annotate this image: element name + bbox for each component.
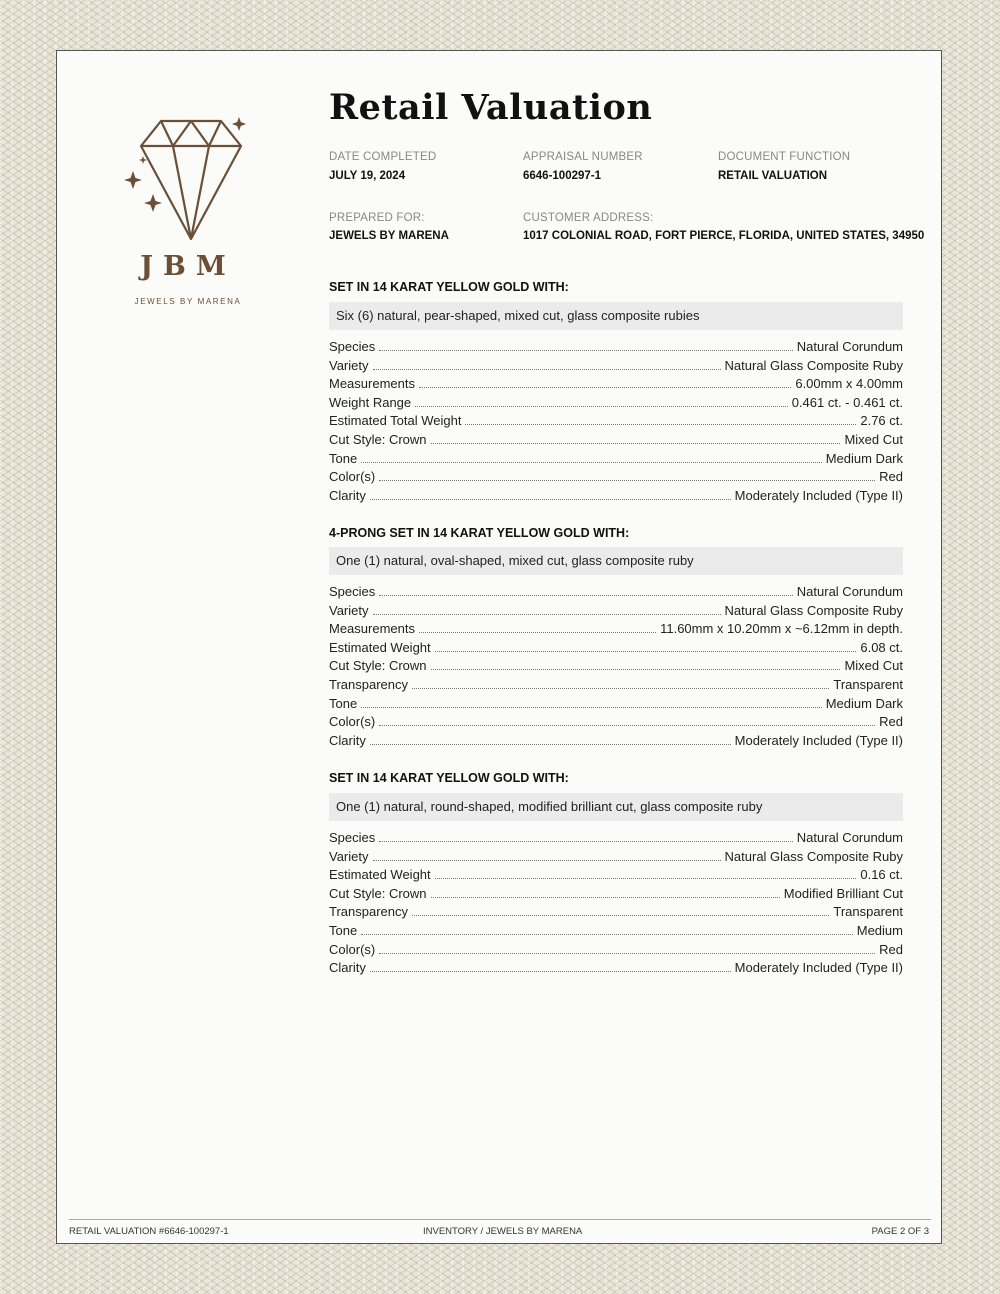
spec-label: Color(s) <box>329 469 376 485</box>
spec-value: Natural Glass Composite Ruby <box>724 602 903 618</box>
spec-row <box>329 696 903 715</box>
spec-row <box>329 960 903 979</box>
spec-label: Variety <box>329 848 369 864</box>
spec-label: Cut Style: Crown <box>329 885 427 901</box>
spec-label: Cut Style: Crown <box>329 431 427 447</box>
spec-value: 6.00mm x 4.00mm <box>795 376 903 392</box>
spec-row <box>329 413 903 432</box>
spec-row <box>329 469 903 488</box>
spec-list <box>329 830 903 979</box>
footer-divider <box>69 1219 931 1220</box>
item-description: One (1) natural, round-shaped, modified brilliant cut, glass composite ruby <box>329 793 903 821</box>
dot-leader <box>373 369 721 370</box>
spec-label: Species <box>329 339 376 354</box>
customer-address-label: CUSTOMER ADDRESS: <box>523 212 654 224</box>
appraisal-number-value: 6646-100297-1 <box>523 170 602 182</box>
spec-row <box>329 358 903 377</box>
dot-leader <box>373 614 721 615</box>
spec-label: Clarity <box>329 960 366 976</box>
dot-leader <box>379 595 793 596</box>
prepared-for-value: JEWELS BY MARENA <box>329 230 449 242</box>
spec-label: Transparency <box>329 904 408 920</box>
spec-value: Medium Dark <box>825 450 903 466</box>
spec-row <box>329 849 903 868</box>
spec-row <box>329 488 903 507</box>
date-label: DATE COMPLETED <box>329 151 437 163</box>
spec-label: Variety <box>329 602 369 618</box>
spec-row <box>329 886 903 905</box>
item-description: Six (6) natural, pear-shaped, mixed cut, glass composite rubies <box>329 302 903 330</box>
spec-list <box>329 584 903 751</box>
spec-row <box>329 603 903 622</box>
spec-row <box>329 376 903 395</box>
spec-value: Medium <box>856 922 903 938</box>
spec-label: Measurements <box>329 621 415 637</box>
spec-label: Estimated Weight <box>329 867 431 883</box>
spec-label: Measurements <box>329 376 415 392</box>
dot-leader <box>412 688 829 689</box>
dot-leader <box>361 462 822 463</box>
spec-row <box>329 621 903 640</box>
spec-value: Moderately Included (Type II) <box>734 732 903 748</box>
spec-value: 0.461 ct. - 0.461 ct. <box>791 394 903 410</box>
spec-row <box>329 339 903 358</box>
spec-row <box>329 640 903 659</box>
dot-leader <box>379 725 875 726</box>
footer-left: RETAIL VALUATION #6646-100297-1 <box>69 1226 229 1237</box>
customer-address-value: 1017 COLONIAL ROAD, FORT PIERCE, FLORIDA, UNITED STATES, 34950 <box>523 230 925 242</box>
spec-row <box>329 714 903 733</box>
section-heading: 4-PRONG SET IN 14 KARAT YELLOW GOLD WITH: <box>329 526 630 540</box>
item-description: One (1) natural, oval-shaped, mixed cut, glass composite ruby <box>329 547 903 575</box>
page-title: Retail Valuation <box>329 87 653 128</box>
spec-value: Natural Glass Composite Ruby <box>724 357 903 373</box>
dot-leader <box>415 406 788 407</box>
spec-row <box>329 677 903 696</box>
dot-leader <box>419 387 791 388</box>
dot-leader <box>431 897 780 898</box>
date-value: JULY 19, 2024 <box>329 170 406 182</box>
dot-leader <box>361 707 822 708</box>
spec-value: Red <box>879 941 903 957</box>
brand-logo <box>123 111 253 306</box>
dot-leader <box>419 632 656 633</box>
spec-value: 0.16 ct. <box>860 867 903 883</box>
spec-label: Clarity <box>329 487 366 503</box>
spec-label: Color(s) <box>329 714 376 730</box>
spec-row <box>329 733 903 752</box>
spec-label: Weight Range <box>329 394 412 410</box>
spec-value: Natural Glass Composite Ruby <box>724 848 903 864</box>
dot-leader <box>435 651 857 652</box>
dot-leader <box>379 953 875 954</box>
spec-value: Natural Corundum <box>796 339 903 354</box>
spec-label: Species <box>329 830 376 845</box>
dot-leader <box>370 499 731 500</box>
spec-row <box>329 904 903 923</box>
spec-label: Transparency <box>329 676 408 692</box>
spec-label: Clarity <box>329 732 366 748</box>
prepared-for-label: PREPARED FOR: <box>329 212 425 224</box>
spec-label: Species <box>329 584 376 599</box>
dot-leader <box>379 841 793 842</box>
spec-row <box>329 451 903 470</box>
dot-leader <box>431 669 841 670</box>
spec-label: Estimated Weight <box>329 639 431 655</box>
spec-row <box>329 584 903 603</box>
logo-subtitle: JEWELS BY MARENA <box>134 297 242 306</box>
spec-value: Red <box>879 469 903 485</box>
certificate-page <box>56 50 942 1244</box>
spec-value: Moderately Included (Type II) <box>734 960 903 976</box>
dot-leader <box>373 860 721 861</box>
document-function-label: DOCUMENT FUNCTION <box>718 151 851 163</box>
spec-value: Red <box>879 714 903 730</box>
footer-center: INVENTORY / JEWELS BY MARENA <box>423 1226 583 1237</box>
spec-value: Natural Corundum <box>796 830 903 845</box>
spec-value: 6.08 ct. <box>860 639 903 655</box>
spec-value: Mixed Cut <box>844 658 903 674</box>
spec-label: Cut Style: Crown <box>329 658 427 674</box>
spec-value: Transparent <box>833 676 903 692</box>
diamond-icon <box>123 111 253 251</box>
spec-label: Color(s) <box>329 941 376 957</box>
dot-leader <box>412 915 829 916</box>
dot-leader <box>431 443 841 444</box>
spec-value: 2.76 ct. <box>860 413 903 429</box>
section-heading: SET IN 14 KARAT YELLOW GOLD WITH: <box>329 280 569 294</box>
spec-value: Mixed Cut <box>844 431 903 447</box>
spec-value: Natural Corundum <box>796 584 903 599</box>
spec-label: Variety <box>329 357 369 373</box>
spec-list <box>329 339 903 506</box>
appraisal-number-label: APPRAISAL NUMBER <box>523 151 643 163</box>
spec-value: Moderately Included (Type II) <box>734 487 903 503</box>
spec-label: Tone <box>329 695 358 711</box>
spec-label: Tone <box>329 450 358 466</box>
spec-row <box>329 867 903 886</box>
spec-row <box>329 658 903 677</box>
spec-row <box>329 395 903 414</box>
spec-value: Transparent <box>833 904 903 920</box>
spec-row <box>329 432 903 451</box>
spec-value: Modified Brilliant Cut <box>783 885 903 901</box>
dot-leader <box>379 350 793 351</box>
dot-leader <box>465 424 856 425</box>
dot-leader <box>370 744 731 745</box>
document-function-value: RETAIL VALUATION <box>718 170 828 182</box>
spec-row <box>329 923 903 942</box>
spec-value: 11.60mm x 10.20mm x ~6.12mm in depth. <box>660 621 903 637</box>
dot-leader <box>435 878 857 879</box>
footer-page-number: PAGE 2 OF 3 <box>871 1226 929 1237</box>
spec-label: Tone <box>329 922 358 938</box>
spec-value: Medium Dark <box>825 695 903 711</box>
dot-leader <box>379 480 875 481</box>
spec-row <box>329 830 903 849</box>
section-heading: SET IN 14 KARAT YELLOW GOLD WITH: <box>329 771 569 785</box>
logo-letters: JBM <box>140 251 236 282</box>
spec-row <box>329 942 903 961</box>
spec-label: Estimated Total Weight <box>329 413 462 429</box>
dot-leader <box>370 971 731 972</box>
dot-leader <box>361 934 853 935</box>
